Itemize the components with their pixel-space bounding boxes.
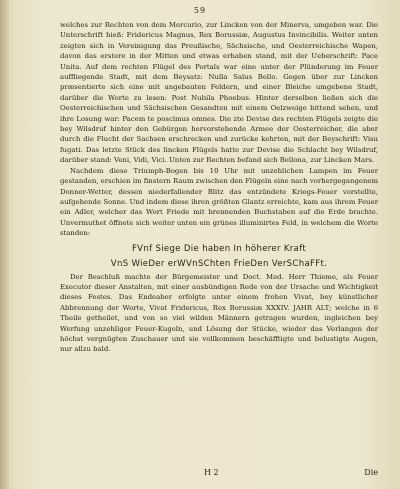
verse-line-2: VnS WieDer erWVnSChten FrieDen VerSChaFFt.	[110, 258, 328, 269]
page-body	[60, 20, 378, 355]
catchword: Die	[364, 468, 378, 477]
page-number: 59	[193, 6, 207, 15]
signature-mark: H 2	[204, 468, 219, 477]
page-gutter	[0, 0, 9, 489]
page-footer	[60, 468, 378, 480]
paragraph-3: Der Beschluß machte der Bürgemeister und Doct. Med. Herr Thieme, als Feuer Executor dieser Anstalten, mit einer ausbündigen Rede von der Ursache und Wichtigkeit dieses Festes. Das Endeaber erfolgte unter einem frohen Vivat, bey künstlicher Abbrennung der Worte, Vivat Fridericus, Rex Borussiæ XXXIV. JAHR ALT; welche in 6 Theile getheilet, und von so viel wilden Männern getragen wurden, ingleichen bey Werfung unzehliger Feuer-Kugeln, und Lösung der Stücke, wieder das Verlangen der höchst vergnügten Zuschauer und sie vollkommen beschäfftigte und belustigte Augen, nur allzu bald.	[60, 272, 378, 354]
verse-line-1: FVnf Siege Die haben In höherer Kraft	[131, 243, 307, 254]
paragraph-1: welches zur Rechten von dem Mercurio, zur Lincken von der Minerva, umgeben war. Die Unterschrift hieß: Fridericus Magnus, Rex Borussiæ, Augustus Invincibilis. Weiter unten zeigten sich in Vereinigung das Preußische, Sächsische, und Oesterreichische Wapen, davon das erstere in der Mitten und etwas erhaben stand, mit der Ueberschrift: Pace Unita. Auf dem rechten Flügel des Portals war eine unter der Plünderung im Feuer auffliegende Stadt, mit dem Beysatz: Nulla Salus Bello. Gegen über zur Lincken præsentierte sich eine mit angebauten Feldern, und einer Bleiche umgebene Stadt, darüber die Worte zu lesen: Post Nubila Phoebus. Hinter derselben ließen sich die Oesterreichischen und Sächsischen Gesandten mit einem Oelzweige bittend sehen, und ihre Losung war: Pacem te poscimus omnes. Die zte Devise des rechten Flügels zeigte die bey Wilsdruf hinter den Gebürgen hervorstehende Armee der Oesterreicher, die aber durch die Flucht der Sachsen erschrecken und zurücke kehrten, mit der Beyschrift: Visu fugati. Das letzte Stück des lincken Flügels hatte zur Devise die Schlacht bey Wilsdruf, darüber stand: Veni, Vidi, Vici. Unten zur Rechten befand sich Bellona, zur Lincken Mars.	[60, 21, 378, 165]
paragraph-2: Nachdem diese Triumph-Bogen bis 10 Uhr mit unzehlichen Lampen im Feuer gestanden, erschien im finstern Raum zwischen den Flügeln eine nach vorhergegangenem Donner-Wetter, dessen niederfallender Blitz das entzündete Kriegs-Feuer vorstellte, aufgehende Sonne. Und indem diese ihren größten Glantz erreichte, kam aus ihrem Feuer ein Adler, welcher das Wort Friede mit brennenden Buchstaben auf die Erde brachte. Unvermuthet öffnete sich weiter unten ein grünes illuminirtes Feld, in welchem die Worte standen:	[60, 166, 378, 238]
